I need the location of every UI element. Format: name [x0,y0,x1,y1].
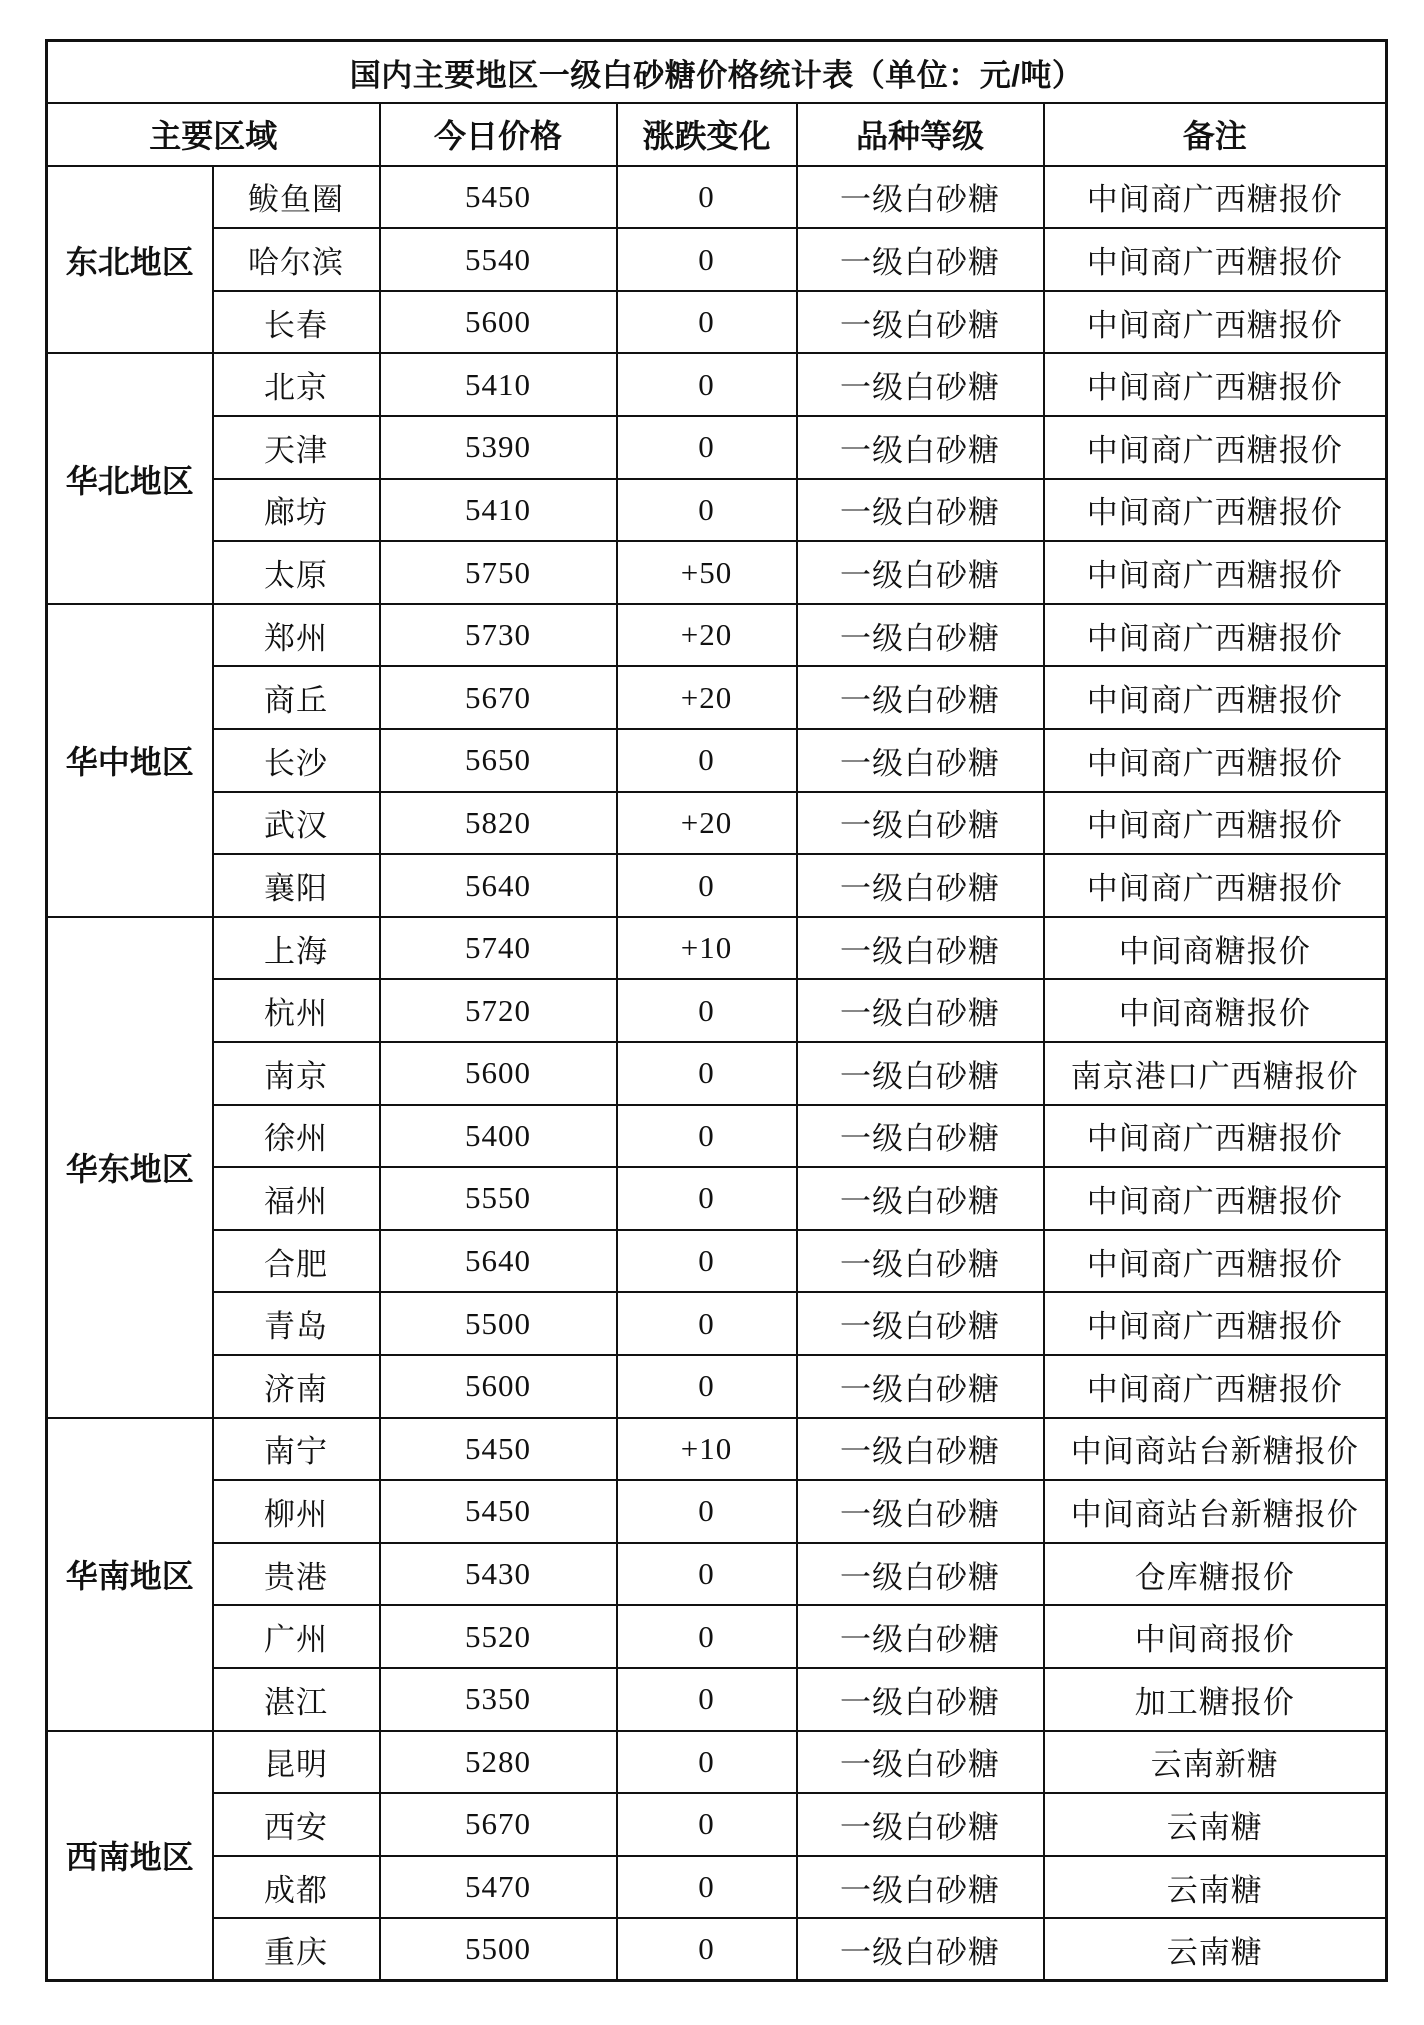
remark-cell: 南京港口广西糖报价 [1044,1042,1387,1105]
table-row [47,416,1387,479]
table-row [47,1355,1387,1418]
remark-cell: 中间商广西糖报价 [1044,792,1387,855]
city-cell: 郑州 [213,604,380,667]
change-cell: 0 [617,854,797,917]
remark-cell: 中间商站台新糖报价 [1044,1480,1387,1543]
table-head [47,41,1387,166]
city-cell: 廊坊 [213,479,380,542]
table-row [47,1042,1387,1105]
remark-cell: 云南糖 [1044,1793,1387,1856]
grade-cell: 一级白砂糖 [797,541,1044,604]
table-row [47,729,1387,792]
remark-cell: 中间商广西糖报价 [1044,1355,1387,1418]
table-row [47,1418,1387,1481]
grade-cell: 一级白砂糖 [797,979,1044,1042]
table-row [47,166,1387,229]
city-cell: 昆明 [213,1731,380,1794]
change-cell: 0 [617,1042,797,1105]
change-cell: 0 [617,1668,797,1731]
grade-cell: 一级白砂糖 [797,792,1044,855]
change-cell: 0 [617,1605,797,1668]
price-cell: 5410 [380,479,617,542]
city-cell: 福州 [213,1167,380,1230]
grade-cell: 一级白砂糖 [797,291,1044,354]
city-cell: 上海 [213,917,380,980]
remark-cell: 中间商广西糖报价 [1044,604,1387,667]
grade-cell: 一级白砂糖 [797,1418,1044,1481]
price-cell: 5720 [380,979,617,1042]
city-cell: 长沙 [213,729,380,792]
price-cell: 5670 [380,1793,617,1856]
table-row [47,792,1387,855]
price-cell: 5450 [380,1418,617,1481]
city-cell: 天津 [213,416,380,479]
change-cell: 0 [617,166,797,229]
city-cell: 重庆 [213,1918,380,1981]
table-row [47,604,1387,667]
price-cell: 5640 [380,1230,617,1293]
change-cell: +10 [617,917,797,980]
region-cell: 华南地区 [47,1418,213,1731]
header-region: 主要区域 [47,103,380,166]
header-change: 涨跌变化 [617,103,797,166]
remark-cell: 中间商广西糖报价 [1044,854,1387,917]
table-row [47,1230,1387,1293]
remark-cell: 云南糖 [1044,1856,1387,1919]
change-cell: 0 [617,1856,797,1919]
table-row [47,353,1387,416]
grade-cell: 一级白砂糖 [797,1856,1044,1919]
grade-cell: 一级白砂糖 [797,604,1044,667]
table-row [47,1668,1387,1731]
remark-cell: 云南糖 [1044,1918,1387,1981]
city-cell: 商丘 [213,666,380,729]
table-row [47,1605,1387,1668]
grade-cell: 一级白砂糖 [797,228,1044,291]
change-cell: +20 [617,666,797,729]
price-cell: 5400 [380,1105,617,1168]
price-cell: 5600 [380,1355,617,1418]
remark-cell: 中间商广西糖报价 [1044,166,1387,229]
table-row [47,666,1387,729]
change-cell: 0 [617,228,797,291]
change-cell: +10 [617,1418,797,1481]
grade-cell: 一级白砂糖 [797,166,1044,229]
remark-cell: 中间商糖报价 [1044,979,1387,1042]
table-row [47,917,1387,980]
city-cell: 广州 [213,1605,380,1668]
city-cell: 贵港 [213,1543,380,1606]
price-table [45,39,1388,1982]
table-row [47,291,1387,354]
remark-cell: 中间商广西糖报价 [1044,416,1387,479]
grade-cell: 一级白砂糖 [797,1731,1044,1794]
price-cell: 5550 [380,1167,617,1230]
remark-cell: 中间商广西糖报价 [1044,1292,1387,1355]
change-cell: 0 [617,1543,797,1606]
price-cell: 5280 [380,1731,617,1794]
change-cell: +50 [617,541,797,604]
header-row [47,103,1387,166]
city-cell: 青岛 [213,1292,380,1355]
table-row [47,1480,1387,1543]
grade-cell: 一级白砂糖 [797,854,1044,917]
price-cell: 5430 [380,1543,617,1606]
table-row [47,228,1387,291]
city-cell: 哈尔滨 [213,228,380,291]
region-cell: 东北地区 [47,166,213,354]
remark-cell: 中间商站台新糖报价 [1044,1418,1387,1481]
region-cell: 华中地区 [47,604,213,917]
remark-cell: 中间商广西糖报价 [1044,228,1387,291]
table-row [47,1918,1387,1981]
table-body [47,166,1387,1981]
city-cell: 南宁 [213,1418,380,1481]
change-cell: 0 [617,1480,797,1543]
grade-cell: 一级白砂糖 [797,1605,1044,1668]
grade-cell: 一级白砂糖 [797,1042,1044,1105]
change-cell: 0 [617,1292,797,1355]
change-cell: 0 [617,1793,797,1856]
change-cell: 0 [617,1918,797,1981]
city-cell: 北京 [213,353,380,416]
price-cell: 5820 [380,792,617,855]
title-row [47,41,1387,104]
city-cell: 南京 [213,1042,380,1105]
price-cell: 5540 [380,228,617,291]
city-cell: 鲅鱼圈 [213,166,380,229]
price-cell: 5670 [380,666,617,729]
remark-cell: 中间商广西糖报价 [1044,1230,1387,1293]
table-row [47,1793,1387,1856]
price-cell: 5450 [380,166,617,229]
remark-cell: 加工糖报价 [1044,1668,1387,1731]
table-row [47,1543,1387,1606]
grade-cell: 一级白砂糖 [797,416,1044,479]
header-price: 今日价格 [380,103,617,166]
price-cell: 5600 [380,291,617,354]
table-title: 国内主要地区一级白砂糖价格统计表（单位：元/吨） [47,41,1387,104]
change-cell: 0 [617,353,797,416]
remark-cell: 中间商广西糖报价 [1044,353,1387,416]
price-cell: 5740 [380,917,617,980]
city-cell: 太原 [213,541,380,604]
city-cell: 成都 [213,1856,380,1919]
city-cell: 徐州 [213,1105,380,1168]
table-row [47,1167,1387,1230]
grade-cell: 一级白砂糖 [797,1105,1044,1168]
price-cell: 5750 [380,541,617,604]
price-cell: 5730 [380,604,617,667]
remark-cell: 中间商广西糖报价 [1044,666,1387,729]
change-cell: +20 [617,792,797,855]
change-cell: 0 [617,1105,797,1168]
grade-cell: 一级白砂糖 [797,1668,1044,1731]
remark-cell: 中间商广西糖报价 [1044,291,1387,354]
table-row [47,541,1387,604]
city-cell: 杭州 [213,979,380,1042]
city-cell: 西安 [213,1793,380,1856]
price-cell: 5640 [380,854,617,917]
city-cell: 合肥 [213,1230,380,1293]
region-cell: 华东地区 [47,917,213,1418]
grade-cell: 一级白砂糖 [797,353,1044,416]
grade-cell: 一级白砂糖 [797,1230,1044,1293]
change-cell: 0 [617,291,797,354]
change-cell: 0 [617,479,797,542]
grade-cell: 一级白砂糖 [797,729,1044,792]
grade-cell: 一级白砂糖 [797,1543,1044,1606]
table-row [47,1105,1387,1168]
grade-cell: 一级白砂糖 [797,1167,1044,1230]
region-cell: 西南地区 [47,1731,213,1981]
change-cell: 0 [617,1731,797,1794]
remark-cell: 中间商广西糖报价 [1044,1105,1387,1168]
table-row [47,479,1387,542]
table-row [47,1856,1387,1919]
price-cell: 5350 [380,1668,617,1731]
header-remark: 备注 [1044,103,1387,166]
city-cell: 襄阳 [213,854,380,917]
table-row [47,1292,1387,1355]
grade-cell: 一级白砂糖 [797,917,1044,980]
remark-cell: 中间商广西糖报价 [1044,729,1387,792]
remark-cell: 中间商广西糖报价 [1044,1167,1387,1230]
remark-cell: 仓库糖报价 [1044,1543,1387,1606]
price-cell: 5600 [380,1042,617,1105]
city-cell: 柳州 [213,1480,380,1543]
price-cell: 5500 [380,1918,617,1981]
change-cell: 0 [617,729,797,792]
grade-cell: 一级白砂糖 [797,666,1044,729]
grade-cell: 一级白砂糖 [797,1480,1044,1543]
change-cell: 0 [617,1230,797,1293]
city-cell: 湛江 [213,1668,380,1731]
remark-cell: 云南新糖 [1044,1731,1387,1794]
table-row [47,854,1387,917]
grade-cell: 一级白砂糖 [797,1918,1044,1981]
price-cell: 5450 [380,1480,617,1543]
city-cell: 长春 [213,291,380,354]
grade-cell: 一级白砂糖 [797,1793,1044,1856]
change-cell: 0 [617,1355,797,1418]
price-cell: 5500 [380,1292,617,1355]
city-cell: 武汉 [213,792,380,855]
change-cell: 0 [617,1167,797,1230]
region-cell: 华北地区 [47,353,213,603]
remark-cell: 中间商广西糖报价 [1044,479,1387,542]
remark-cell: 中间商报价 [1044,1605,1387,1668]
remark-cell: 中间商糖报价 [1044,917,1387,980]
price-cell: 5390 [380,416,617,479]
grade-cell: 一级白砂糖 [797,479,1044,542]
table-row [47,1731,1387,1794]
city-cell: 济南 [213,1355,380,1418]
remark-cell: 中间商广西糖报价 [1044,541,1387,604]
grade-cell: 一级白砂糖 [797,1292,1044,1355]
price-cell: 5410 [380,353,617,416]
change-cell: 0 [617,416,797,479]
change-cell: +20 [617,604,797,667]
price-cell: 5650 [380,729,617,792]
change-cell: 0 [617,979,797,1042]
header-grade: 品种等级 [797,103,1044,166]
grade-cell: 一级白砂糖 [797,1355,1044,1418]
table-row [47,979,1387,1042]
price-cell: 5470 [380,1856,617,1919]
price-cell: 5520 [380,1605,617,1668]
